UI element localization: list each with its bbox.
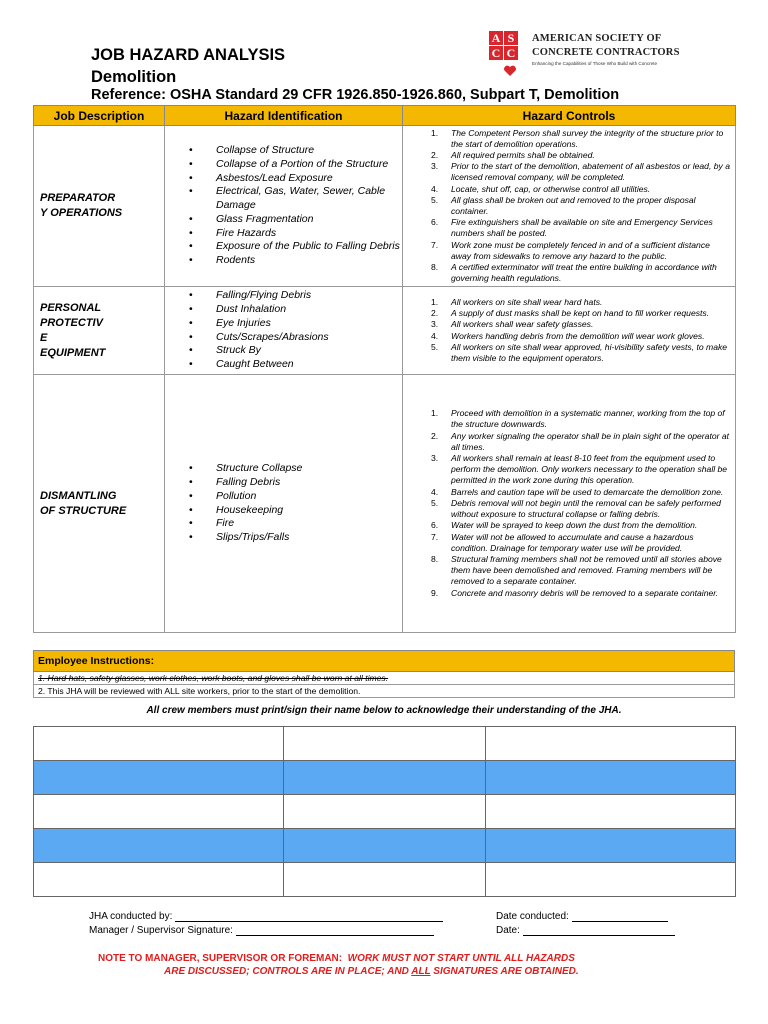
crew-acknowledgement-note: All crew members must print/sign their name below to acknowledge their understanding of the JHA. — [146, 705, 622, 716]
ascc-logo — [489, 31, 689, 79]
control-item — [431, 498, 731, 520]
employee-instructions-heading: Employee Instructions: — [34, 651, 735, 672]
control-text: Structural framing members shall not be removed until all stories above them have been demolished and removed. Framing members will be removed to a separate container. — [451, 553, 722, 587]
control-text: A supply of dust masks shall be kept on hand to fill worker requests. — [451, 308, 710, 319]
controls-list — [403, 128, 735, 285]
signature-row — [34, 727, 736, 761]
control-text: All workers on site shall wear approved, hi-visibility safety vests, to make them visible to the equipment operators. — [451, 341, 728, 363]
signature-cell[interactable] — [486, 761, 736, 795]
control-item — [431, 161, 731, 183]
manager-note-warning: WORK MUST NOT START UNTIL ALL HAZARDS — [347, 953, 575, 964]
control-number: 6. — [431, 520, 439, 531]
signature-cell[interactable] — [284, 727, 486, 761]
control-number: 6. — [431, 217, 439, 228]
logo-letter: C — [489, 46, 503, 60]
control-item — [431, 150, 731, 161]
employee-instruction-item: 1. Hard hats, safety glasses, work clothes, work boots, and gloves shall be worn at all times. — [34, 672, 735, 685]
control-text: Workers handling debris from the demolition will wear work gloves. — [451, 330, 705, 341]
logo-name-line1: AMERICAN SOCIETY OF — [532, 33, 662, 44]
date-conducted-field — [496, 911, 668, 922]
control-item — [431, 520, 731, 531]
heart-icon — [503, 65, 517, 77]
manager-note-part: ARE DISCUSSED; CONTROLS ARE IN PLACE; AND — [164, 966, 412, 977]
hazard-identification-cell — [165, 126, 403, 287]
col-header-hazard-identification: Hazard Identification — [165, 106, 403, 126]
signature-row — [34, 795, 736, 829]
hazard-item: • Collapse of a Portion of the Structure — [189, 158, 402, 172]
hazard-item: • Slips/Trips/Falls — [189, 531, 402, 545]
hazard-controls-cell — [403, 126, 736, 287]
job-description-text: E — [40, 331, 48, 344]
control-item — [431, 408, 731, 430]
control-number: 7. — [431, 239, 439, 250]
control-item — [431, 487, 731, 498]
manager-signature-label: Manager / Supervisor Signature: — [89, 925, 233, 936]
control-text: Barrels and caution tape will be used to demarcate the demolition zone. — [451, 486, 724, 497]
signature-cell[interactable] — [34, 829, 284, 863]
control-number: 2. — [431, 430, 439, 441]
control-item — [431, 297, 731, 308]
hazard-item: • Collapse of Structure — [189, 144, 402, 158]
signature-cell[interactable] — [284, 829, 486, 863]
hazard-item: • Pollution — [189, 490, 402, 504]
manager-note-all: ALL — [411, 966, 431, 977]
control-text: Debris removal will not begin until the removal can be safely performed without exposure to structural collapse or falling debris. — [451, 497, 721, 520]
control-item — [431, 308, 731, 319]
job-description-text: PROTECTIV — [40, 316, 103, 329]
document-title: JOB HAZARD ANALYSIS — [91, 46, 286, 64]
hazard-item: • Eye Injuries — [189, 317, 402, 331]
control-number: 8. — [431, 262, 439, 273]
signature-cell[interactable] — [284, 795, 486, 829]
hazard-item: • Electrical, Gas, Water, Sewer, Cable Damage — [189, 185, 402, 213]
control-item — [431, 240, 731, 262]
control-item — [431, 195, 731, 217]
hazard-item: • Rodents — [189, 254, 402, 268]
hazard-item: • Asbestos/Lead Exposure — [189, 172, 402, 186]
control-number: 1. — [431, 127, 439, 138]
table-row — [34, 375, 736, 633]
signature-cell[interactable] — [486, 829, 736, 863]
signature-cell[interactable] — [486, 727, 736, 761]
control-item — [431, 331, 731, 342]
control-text: Prior to the start of the demolition, abatement of all asbestos or lead, by a licensed removal company, will be completed. — [451, 161, 730, 183]
signature-table — [33, 726, 736, 897]
control-number: 2. — [431, 308, 439, 319]
hazard-item: • Fire Hazards — [189, 227, 402, 241]
control-number: 8. — [431, 553, 439, 564]
job-description-text: DISMANTLING — [40, 489, 117, 502]
job-description-cell — [34, 126, 165, 287]
jha-conducted-by-field — [89, 911, 443, 922]
hazard-analysis-table — [33, 105, 736, 633]
signature-cell[interactable] — [34, 863, 284, 897]
control-number: 2. — [431, 149, 439, 160]
logo-letter: C — [504, 46, 518, 60]
jha-conducted-by-label: JHA conducted by: — [89, 911, 173, 922]
manager-note-prefix: NOTE TO MANAGER, SUPERVISOR OR FOREMAN: — [98, 953, 343, 964]
hazard-item: • Falling/Flying Debris — [189, 289, 402, 303]
job-description-cell — [34, 375, 165, 633]
hazard-identification-cell — [165, 375, 403, 633]
control-item — [431, 262, 731, 284]
osha-reference: Reference: OSHA Standard 29 CFR 1926.850-1926.860, Subpart T, Demolition — [91, 87, 620, 103]
control-text: Concrete and masonry debris will be removed to a separate container. — [451, 587, 719, 598]
jha-conducted-by-line[interactable] — [175, 911, 443, 922]
control-number: 4. — [431, 330, 439, 341]
hazard-item: • Struck By — [189, 344, 402, 358]
signature-cell[interactable] — [34, 761, 284, 795]
signature-cell[interactable] — [34, 727, 284, 761]
job-description-text: Y OPERATIONS — [40, 207, 123, 219]
manager-signature-field — [89, 925, 434, 936]
job-description-text: PREPARATOR — [40, 192, 116, 204]
hazard-item: • Falling Debris — [189, 476, 402, 490]
control-item — [431, 319, 731, 330]
job-description-text: OF STRUCTURE — [40, 504, 127, 517]
manager-note-part: SIGNATURES ARE OBTAINED. — [430, 966, 579, 977]
controls-list — [403, 297, 735, 364]
signature-cell[interactable] — [284, 863, 486, 897]
manager-note-line2 — [164, 966, 579, 977]
control-item — [431, 453, 731, 487]
logo-name-line2: CONCRETE CONTRACTORS — [532, 47, 680, 58]
signature-row — [34, 761, 736, 795]
hazard-identification-cell — [165, 287, 403, 375]
control-text: Fire extinguishers shall be available on site and Emergency Services numbers shall be posted. — [451, 217, 713, 239]
control-number: 3. — [431, 161, 439, 172]
control-text: All required permits shall be obtained. — [451, 149, 595, 160]
job-description-cell — [34, 287, 165, 375]
control-text: Proceed with demolition in a systematic manner, working from the top of the structure downwards. — [451, 408, 725, 430]
hazard-item: • Cuts/Scrapes/Abrasions — [189, 331, 402, 345]
control-number: 3. — [431, 319, 439, 330]
control-text: The Competent Person shall survey the integrity of the structure prior to the start of demolition operations. — [451, 127, 724, 149]
table-row — [34, 287, 736, 375]
control-text: All workers on site shall wear hard hats. — [451, 296, 603, 307]
signature-cell[interactable] — [486, 795, 736, 829]
hazard-list — [165, 462, 402, 545]
signature-row — [34, 829, 736, 863]
control-text: All glass shall be broken out and removed to the proper disposal container. — [451, 194, 696, 216]
hazard-list — [165, 144, 402, 268]
hazard-item: • Fire — [189, 517, 402, 531]
control-number: 5. — [431, 497, 439, 508]
hazard-item: • Dust Inhalation — [189, 303, 402, 317]
control-number: 9. — [431, 587, 439, 598]
hazard-controls-cell — [403, 375, 736, 633]
control-text: All workers shall remain at least 8-10 feet from the equipment used to perform the demolition. Only workers necessary to the operation shall be permitted in the work zone during this operation. — [451, 453, 728, 486]
control-number: 5. — [431, 194, 439, 205]
hazard-item: • Exposure of the Public to Falling Debris — [189, 240, 402, 254]
hazard-list — [165, 289, 402, 372]
employee-instruction-item: 2. This JHA will be reviewed with ALL site workers, prior to the start of the demolition. — [34, 685, 735, 698]
control-number: 1. — [431, 296, 439, 307]
control-text: All workers shall wear safety glasses. — [451, 319, 594, 330]
signature-cell[interactable] — [34, 795, 284, 829]
hazard-item: • Housekeeping — [189, 504, 402, 518]
control-item — [431, 554, 731, 588]
col-header-hazard-controls: Hazard Controls — [403, 106, 736, 126]
date-field — [496, 925, 675, 936]
signature-cell[interactable] — [486, 863, 736, 897]
hazard-controls-cell — [403, 287, 736, 375]
control-item — [431, 342, 731, 364]
hazard-item: • Caught Between — [189, 358, 402, 372]
hazard-item: • Structure Collapse — [189, 462, 402, 476]
control-number: 7. — [431, 531, 439, 542]
manager-note-line1 — [98, 953, 575, 964]
employee-instructions-table — [33, 650, 735, 698]
controls-list — [403, 408, 735, 598]
control-number: 4. — [431, 183, 439, 194]
date-line[interactable] — [523, 925, 675, 936]
logo-letter: A — [489, 31, 503, 45]
date-conducted-label: Date conducted: — [496, 911, 569, 922]
control-item — [431, 184, 731, 195]
logo-letter: S — [504, 31, 518, 45]
control-text: A certified exterminator will treat the entire building in accordance with governing health regulations. — [451, 262, 717, 284]
logo-tagline: Enhancing the Capabilities of Those Who Build with Concrete — [532, 61, 658, 66]
control-text: Locate, shut off, cap, or otherwise control all utilities. — [451, 183, 651, 194]
job-description-text: EQUIPMENT — [40, 346, 106, 359]
control-text: Water will not be allowed to accumulate and cause a hazardous condition. Drainage for temporary water use will be provided. — [451, 531, 694, 553]
table-header-row — [34, 106, 736, 126]
control-number: 4. — [431, 486, 439, 497]
signature-cell[interactable] — [284, 761, 486, 795]
control-number: 1. — [431, 408, 439, 419]
col-header-job-description: Job Description — [34, 106, 165, 126]
manager-signature-line[interactable] — [236, 925, 434, 936]
date-label: Date: — [496, 925, 520, 936]
signature-row — [34, 863, 736, 897]
control-text: Any worker signaling the operator shall be in plain sight of the operator at all times. — [451, 430, 730, 452]
control-item — [431, 217, 731, 239]
control-item — [431, 532, 731, 554]
control-item — [431, 128, 731, 150]
control-text: Water will be sprayed to keep down the dust from the demolition. — [451, 520, 698, 531]
date-conducted-line[interactable] — [572, 911, 668, 922]
control-item — [431, 588, 731, 599]
hazard-item: • Glass Fragmentation — [189, 213, 402, 227]
table-row — [34, 126, 736, 287]
control-number: 3. — [431, 453, 439, 464]
job-description-text: PERSONAL — [40, 301, 102, 314]
control-text: Work zone must be completely fenced in and of a sufficient distance away from sidewalks to remove any hazard to the public. — [451, 239, 710, 261]
document-subtitle: Demolition — [91, 68, 177, 86]
control-item — [431, 431, 731, 453]
control-number: 5. — [431, 341, 439, 352]
